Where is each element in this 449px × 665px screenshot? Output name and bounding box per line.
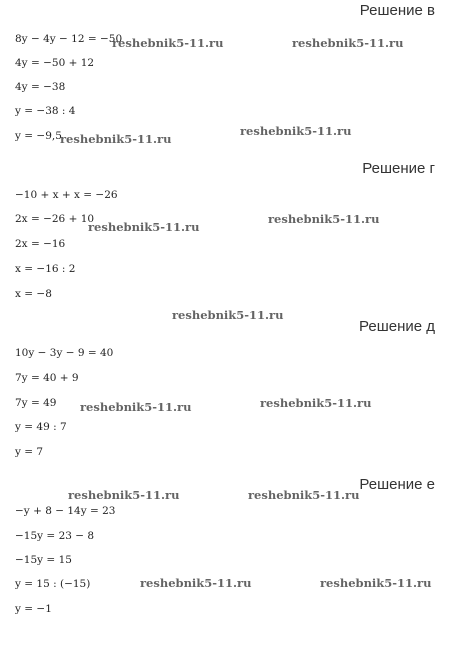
equation-line: −y + 8 − 14y = 23: [15, 505, 116, 517]
watermark: reshebnik5-11.ru: [88, 220, 200, 234]
watermark: reshebnik5-11.ru: [268, 212, 380, 226]
equation-line: y = −1: [15, 603, 52, 615]
equation-line: 7y = 40 + 9: [15, 372, 79, 384]
equation-line: x = −16 : 2: [15, 263, 76, 275]
watermark: reshebnik5-11.ru: [320, 576, 432, 590]
watermark: reshebnik5-11.ru: [260, 396, 372, 410]
equation-line: y = 7: [15, 446, 44, 458]
equation-line: −15y = 15: [15, 554, 72, 566]
equation-line: 10y − 3y − 9 = 40: [15, 347, 114, 359]
watermark: reshebnik5-11.ru: [68, 488, 180, 502]
equation-line: 7y = 49: [15, 397, 57, 409]
equation-line: 2x = −16: [15, 238, 66, 250]
section-heading: Решение г: [362, 160, 435, 177]
equation-line: 2x = −26 + 10: [15, 213, 95, 225]
equation-line: 4y = −38: [15, 81, 66, 93]
watermark: reshebnik5-11.ru: [112, 36, 224, 50]
equation-line: −10 + x + x = −26: [15, 189, 118, 201]
equation-line: y = 49 : 7: [15, 421, 67, 433]
equation-line: x = −8: [15, 288, 52, 300]
watermark: reshebnik5-11.ru: [248, 488, 360, 502]
watermark: reshebnik5-11.ru: [60, 132, 172, 146]
equation-line: y = −38 : 4: [15, 105, 76, 117]
watermark: reshebnik5-11.ru: [140, 576, 252, 590]
watermark: reshebnik5-11.ru: [240, 124, 352, 138]
equation-line: y = −9,5: [15, 130, 62, 142]
section-heading: Решение е: [359, 476, 435, 493]
section-heading: Решение в: [359, 2, 435, 19]
section-heading: Решение д: [359, 318, 435, 335]
watermark: reshebnik5-11.ru: [80, 400, 192, 414]
watermark: reshebnik5-11.ru: [292, 36, 404, 50]
equation-line: 8y − 4y − 12 = −50: [15, 33, 123, 45]
equation-line: 4y = −50 + 12: [15, 57, 95, 69]
watermark: reshebnik5-11.ru: [172, 308, 284, 322]
equation-line: −15y = 23 − 8: [15, 530, 95, 542]
equation-line: y = 15 : (−15): [15, 578, 91, 590]
